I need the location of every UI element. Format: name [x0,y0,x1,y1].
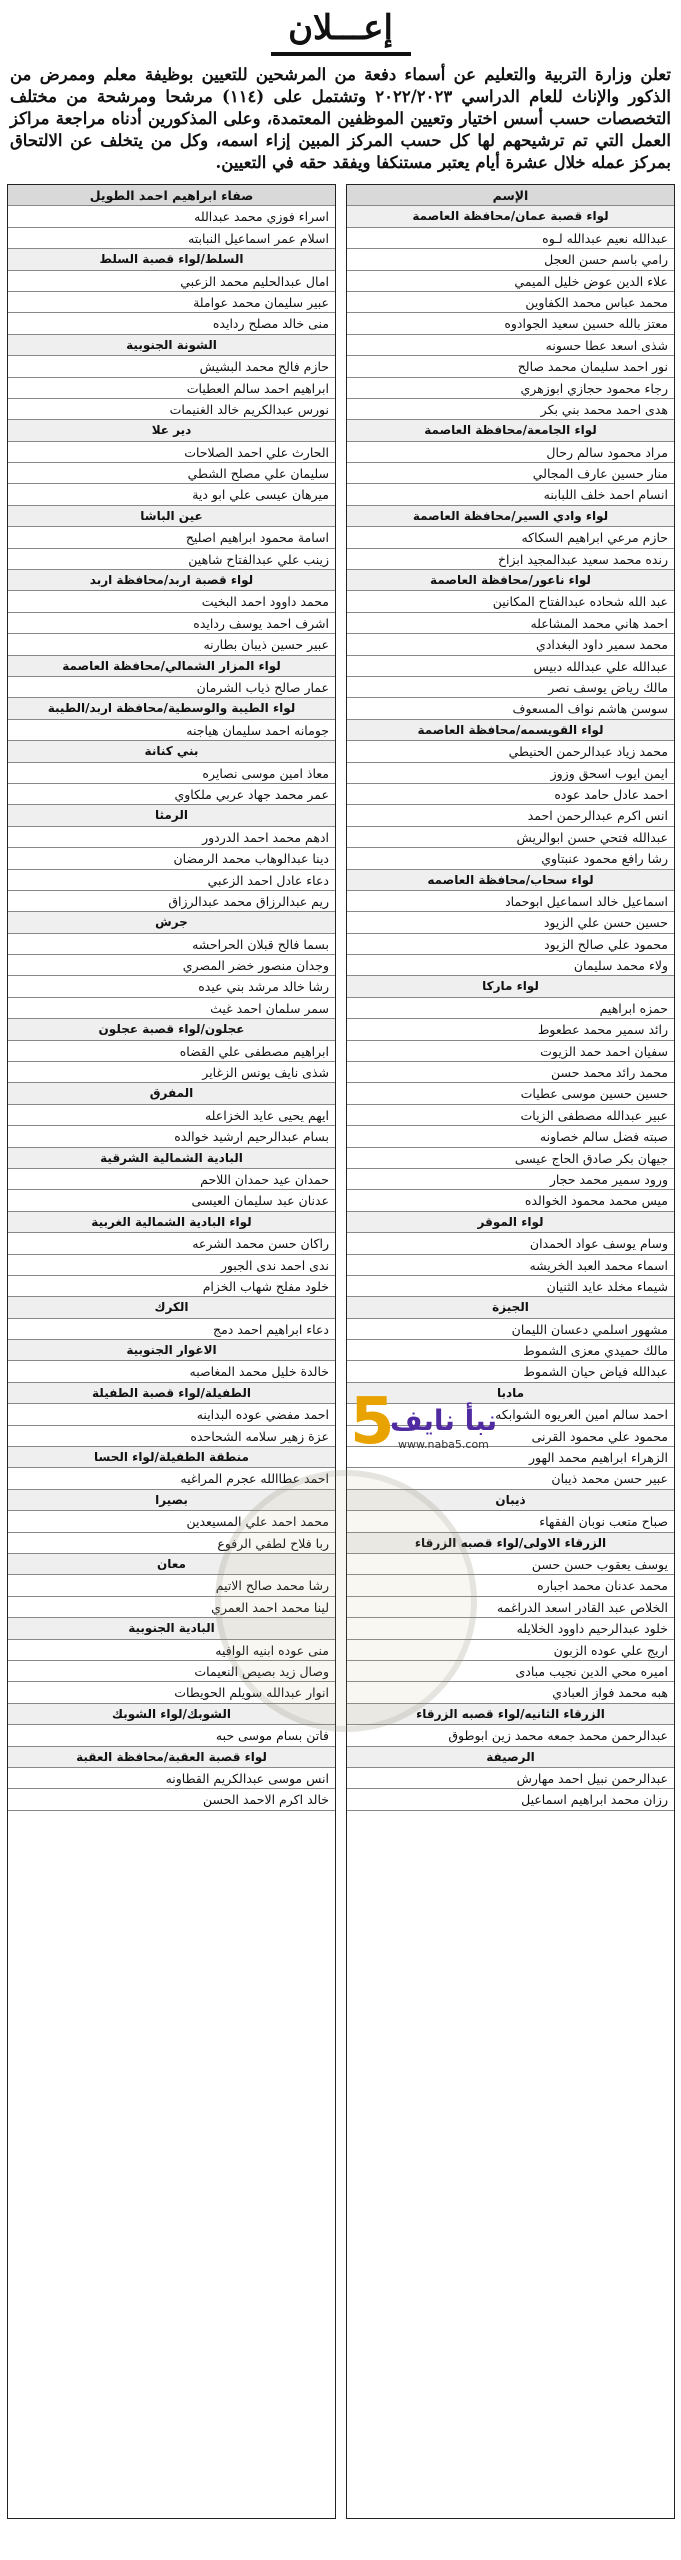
region-heading: الشونة الجنوبية [8,335,335,356]
logo-url: www.naba5.com [398,1438,489,1451]
region-heading: لواء وادي السير/محافظة العاصمة [347,506,674,527]
list-item: اريج علي عوده الزبون [347,1640,674,1661]
list-item: ميرهان عيسى علي ابو دية [8,484,335,505]
list-item: عبدالله نعيم عبدالله لـوه [347,228,674,249]
list-item: معتز بالله حسين سعيد الجوادوه [347,313,674,334]
list-item: الزهراء ابراهيم محمد الهور [347,1447,674,1468]
list-item: لينا محمد احمد العمري [8,1597,335,1618]
list-item: شذى اسعد عطا حسونه [347,335,674,356]
list-item: احمد سالم امين العريوه الشوابكه [347,1404,674,1425]
list-item: ريم عبدالرزاق محمد عبدالرزاق [8,891,335,912]
region-heading: بني كنانة [8,741,335,762]
region-heading: معان [8,1554,335,1575]
list-item: سليمان علي مصلح الشطي [8,463,335,484]
list-item: اسامة محمود ابراهيم اصليح [8,527,335,548]
logo-brand: نبأ نايف [390,1404,498,1437]
region-heading: عجلون/لواء قصبة عجلون [8,1019,335,1040]
list-item: اسماء محمد العبد الخريشه [347,1255,674,1276]
list-item: منى خالد مصلح ردايده [8,313,335,334]
list-item: مراد محمود سالم رحال [347,442,674,463]
list-item: وجدان منصور خضر المصري [8,955,335,976]
list-item: انس اكرم عبدالرحمن احمد [347,805,674,826]
list-item: ابراهيم احمد سالم العطيات [8,378,335,399]
list-item: اسماعيل خالد اسماعيل ابوحماد [347,891,674,912]
list-item: عبير عبدالله مصطفى الزيات [347,1105,674,1126]
list-item: فاتن بسام موسى حبه [8,1725,335,1746]
list-item: بسام عبدالرحيم ارشيد خوالده [8,1126,335,1147]
list-item: عبير حسن محمد ذيبان [347,1468,674,1489]
list-item: محمد رائد محمد حسن [347,1062,674,1083]
region-heading: لواء سحاب/محافظة العاصمه [347,870,674,891]
list-item: مشهور اسلمي دعسان الليمان [347,1319,674,1340]
list-item: شذى نايف يونس الزغاير [8,1062,335,1083]
list-item: محمد عدنان محمد اجباره [347,1575,674,1596]
list-item: امال عبدالحليم محمد الزعبي [8,271,335,292]
names-table [6,184,675,2519]
list-item: مالك رياض يوسف نصر [347,677,674,698]
region-heading: الجيزة [347,1297,674,1318]
list-item: الحارث علي احمد الصلاحات [8,442,335,463]
page-title: إعـــلان [288,8,393,48]
list-item: عبدالله علي عبدالله دبيس [347,656,674,677]
list-item: هبه محمد فواز العبادي [347,1682,674,1703]
list-item: انس موسى عبدالكريم القطاونه [8,1768,335,1789]
region-heading: منطقة الطفيلة/لواء الحسا [8,1447,335,1468]
list-item: خالدة خليل محمد المغاصبه [8,1361,335,1382]
list-item: شيماء مخلد عايد الثنيان [347,1276,674,1297]
list-item: يوسف يعقوب حسن حسن [347,1554,674,1575]
list-item: عدنان عبد سليمان العيسى [8,1190,335,1211]
logo-five: 5 [350,1385,395,1459]
list-item: صباح متعب نوبان الفقهاء [347,1511,674,1532]
list-item: خالد اكرم الاحمد الحسن [8,1789,335,1810]
list-item: سوسن هاشم نواف المسعوف [347,698,674,719]
list-item: دينا عبدالوهاب محمد الرمضان [8,848,335,869]
list-item: عزة زهير سلامه الشحاحده [8,1426,335,1447]
list-item: راكان حسن محمد الشرعه [8,1233,335,1254]
intro-paragraph: تعلن وزارة التربية والتعليم عن أسماء دفعة من المرشحين للتعيين بوظيفة معلم وممرض من الذكور والإناث للعام الدراسي ٢٠٢٢/٢٠٢٣ وتشتمل على (١١٤) مرشحا ومرشحة من مختلف التخصصات حسب أسس اختيار وتعيين الموظفين المعتمدة، وعلى المذكورين أدناه مراجعة مراكز العمل التي تم ترشيحهم لها كل حسب المركز المبين إزاء اسمه، وكل من يتخلف عن الالتحاق بمركز عمله خلال عشرة أيام يعتبر مستنكفا ويفقد حقه في التعيين. [10,65,671,172]
region-heading: لواء البادية الشمالية الغربية [8,1212,335,1233]
list-item: معاذ امين موسى نصايره [8,763,335,784]
list-item: زينب علي عبدالفتاح شاهين [8,549,335,570]
list-item: بسما فالح قبلان الحراحشه [8,934,335,955]
list-item: محمد زياد عبدالرحمن الحنيطي [347,741,674,762]
region-heading: لواء المزار الشمالي/محافظة العاصمة [8,656,335,677]
list-item: محمد داوود احمد البخيت [8,591,335,612]
region-heading: ذيبان [347,1490,674,1511]
region-heading: الاغوار الجنوبية [8,1340,335,1361]
list-item: ايمن ايوب اسحق وزوز [347,763,674,784]
list-item: رزان محمد ابراهيم اسماعيل [347,1789,674,1810]
list-item: الخلاص عبد القادر اسعد الدراغمه [347,1597,674,1618]
list-item: حازم مرعي ابراهيم السكاكه [347,527,674,548]
region-heading: لواء ماركا [347,976,674,997]
region-heading: الكرك [8,1297,335,1318]
list-item: حمزه ابراهيم [347,998,674,1019]
list-item: وسام يوسف عواد الحمدان [347,1233,674,1254]
list-item: عمر محمد جهاد عربي ملكاوي [8,784,335,805]
region-heading: الشوبك/لواء الشوبك [8,1704,335,1725]
region-heading: الرصيفة [347,1747,674,1768]
list-item: احمد مفضي عوده البداينه [8,1404,335,1425]
list-item: رشا محمد صالح الاتيم [8,1575,335,1596]
region-heading: البادية الجنوبية [8,1618,335,1639]
list-item: جيهان بكر صادق الحاج عيسى [347,1148,674,1169]
list-item: ميس محمد محمود الخوالده [347,1190,674,1211]
region-heading: لواء قصبة اربد/محافظة اربد [8,570,335,591]
region-heading: جرش [8,912,335,933]
region-heading: عين الباشا [8,506,335,527]
list-item: ادهم محمد احمد الدردور [8,827,335,848]
list-item: خلود مفلح شهاب الخزام [8,1276,335,1297]
list-item: جومانه احمد سليمان هياجنه [8,720,335,741]
region-heading: الزرقاء الثانيه/لواء قصبه الزرقاء [347,1704,674,1725]
list-item: نور احمد سليمان محمد صالح [347,356,674,377]
list-item: منى عوده ابنيه الوافيه [8,1640,335,1661]
list-item: حسين حسن علي الزيود [347,912,674,933]
list-item: حمدان عيد حمدان اللاحم [8,1169,335,1190]
list-item: عبدالرحمن نبيل احمد مهارش [347,1768,674,1789]
list-item: سفيان احمد حمد الزيوت [347,1041,674,1062]
region-heading: لواء القويسمه/محافظة العاصمة [347,720,674,741]
list-item: حسين حسين موسى عطيات [347,1083,674,1104]
list-item: منار حسين عارف المجالي [347,463,674,484]
region-heading: لواء الجامعة/محافظة العاصمة [347,420,674,441]
region-heading: لواء ناعور/محافظة العاصمة [347,570,674,591]
region-heading: الرمثا [8,805,335,826]
list-item: رجاء محمود حجازي ابوزهري [347,378,674,399]
list-item: عبد الله شحاده عبدالفتاح المكانين [347,591,674,612]
list-item: صبته فضل سالم خصاونه [347,1126,674,1147]
right-column [346,184,675,2519]
region-heading: الزرقاء الاولى/لواء قصبه الزرقاء [347,1533,674,1554]
list-item: عبير سليمان محمد عواملة [8,292,335,313]
list-item: سمر سلمان احمد غيث [8,998,335,1019]
list-item: هدى احمد محمد بني بكر [347,399,674,420]
list-item: محمد عباس محمد الكفاوين [347,292,674,313]
list-item: انسام احمد خلف اللبابنه [347,484,674,505]
list-item: رنده محمد سعيد عبدالمجيد ابزاخ [347,549,674,570]
list-item: ولاء محمد سليمان [347,955,674,976]
list-item: محمد احمد علي المسيعدين [8,1511,335,1532]
list-item: علاء الدين عوض خليل الميمي [347,271,674,292]
list-item: انوار عبدالله سويلم الحويطات [8,1682,335,1703]
list-item: محمود علي صالح الزيود [347,934,674,955]
list-item: عبدالرحمن محمد جمعه محمد زين ابوطوق [347,1725,674,1746]
region-heading: لواء قصبة العقبة/محافظة العقبة [8,1747,335,1768]
list-item: عمار صالح ذياب الشرمان [8,677,335,698]
list-item: محمود علي محمود القرنى [347,1426,674,1447]
list-item: عبير حسين ذيبان بطارنه [8,634,335,655]
region-heading: لواء الموقر [347,1212,674,1233]
list-item: احمد عطاالله عجرم المراغيه [8,1468,335,1489]
title-underline [271,52,411,56]
list-item: دعاء ابراهيم احمد دمج [8,1319,335,1340]
left-column [7,184,336,2519]
list-item: رامي باسم حسن العجل [347,249,674,270]
list-item: خلود عبدالرحيم داوود الخلايله [347,1618,674,1639]
column-header: الإسم [347,185,674,206]
list-item: ابراهيم مصطفى علي القضاه [8,1041,335,1062]
list-item: وصال زيد بصيص النعيمات [8,1661,335,1682]
list-item: ربا فلاح لطفي الرفوع [8,1533,335,1554]
region-heading: الطفيلة/لواء قصبة الطفيلة [8,1383,335,1404]
list-item: اسلام عمر اسماعيل النبابته [8,228,335,249]
list-item: اميره محي الدين نجيب مبادى [347,1661,674,1682]
list-item: نورس عبدالكريم خالد الغنيمات [8,399,335,420]
list-item: عبدالله فياض حيان الشموط [347,1361,674,1382]
list-item: رائد سمير محمد عطعوط [347,1019,674,1040]
list-item: ايهم يحيى عايد الخزاعله [8,1105,335,1126]
list-item: اسراء فوزي محمد عبدالله [8,206,335,227]
list-item: عبدالله فتحي حسن ابوالريش [347,827,674,848]
region-heading: السلط/لواء قصبة السلط [8,249,335,270]
list-item: احمد عادل حامد عوده [347,784,674,805]
region-heading: دير علا [8,420,335,441]
list-item: حازم فالح محمد البشيش [8,356,335,377]
region-heading: لواء قصبة عمان/محافظة العاصمة [347,206,674,227]
region-heading: مادبا [347,1383,674,1404]
region-heading: المفرق [8,1083,335,1104]
list-item: اشرف احمد يوسف ردايده [8,613,335,634]
region-heading: لواء الطيبة والوسطية/محافظة اربد/الطيبة [8,698,335,719]
region-heading: البادية الشمالية الشرقية [8,1148,335,1169]
list-item: دعاء عادل احمد الزعبي [8,870,335,891]
list-item: محمد سمير داود البغدادي [347,634,674,655]
list-item: مالك حميدي معزى الشموط [347,1340,674,1361]
region-heading: بصيرا [8,1490,335,1511]
list-item: رشا رافع محمود عنبتاوي [347,848,674,869]
column-header: صفاء ابراهيم احمد الطويل [8,185,335,206]
list-item: احمد هاني محمد المشاعله [347,613,674,634]
list-item: رشا خالد مرشد بني عيده [8,976,335,997]
list-item: ورود سمير محمد حجار [347,1169,674,1190]
list-item: ندى احمد ندى الجبور [8,1255,335,1276]
